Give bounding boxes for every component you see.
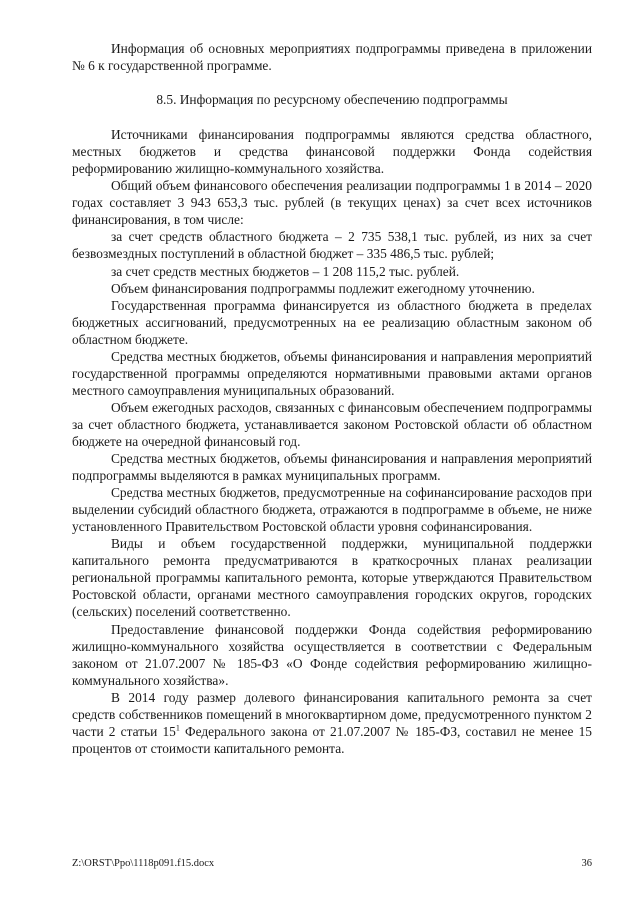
footer-file-path: Z:\ORST\Ppo\1118p091.f15.docx [72,858,215,869]
share-financing-text-end: Федерального закона от 21.07.2007 № 185-ФЗ, составил не менее 15 процентов от стоимости капитального ремонта. [72,723,592,756]
paragraph-municipal-programs: Средства местных бюджетов, объемы финансирования и направления мероприятий подпрограммы выделяются в рамках муниципальных программ. [72,451,592,484]
paragraph-local-acts: Средства местных бюджетов, объемы финансирования и направления мероприятий государственной программы определяются нормативными правовыми актами органов местного самоуправления муниципальных образований. [72,348,592,398]
share-financing-text-start: В 2014 году размер долевого финансирования капитального ремонта за счет средств собственников помещений в многоквартирном доме, предусмотренного пунктом 2 части 2 статьи 15 [72,689,592,739]
paragraph-annual-expenses: Объем ежегодных расходов, связанных с финансовым обеспечением подпрограммы за счет областного бюджета, устанавливается законом Ростовской области об областном бюджете на очередной финансовый год. [72,399,592,449]
document-body [72,40,592,757]
paragraph-state-program: Государственная программа финансируется из областного бюджета в пределах бюджетных ассигнований, предусмотренных на ее реализацию областным законом об областном бюджете. [72,297,592,347]
paragraph-share-financing [72,689,592,757]
paragraph-cofinancing: Средства местных бюджетов, предусмотренные на софинансирование расходов при выделении субсидий областного бюджета, отражаются в подпрограмме в объеме, не ниже установленного Правительством Ростовской области уровня софинансирования. [72,485,592,535]
paragraph-annual-update: Объем финансирования подпрограммы подлежит ежегодному уточнению. [111,280,535,296]
paragraph-support-types: Виды и объем государственной поддержки, муниципальной поддержки капитального ремонта предусматриваются в краткосрочных планах реализации региональной программы капитального ремонта, которые утверждаются Правительством Ростовской области, органами местного самоуправления городских округов, городских (сельских) поселений соответственно. [72,536,592,620]
section-heading: 8.5. Информация по ресурсному обеспечению подпрограммы [156,92,508,108]
paragraph-fund-support: Предоставление финансовой поддержки Фонда содействия реформированию жилищно-коммунального хозяйства осуществляется в соответствии с Федеральным законом от 21.07.2007 № 185-ФЗ «О Фонде содействия реформированию жилищно-коммунального хозяйства». [72,621,592,688]
paragraph-regional-budget: за счет средств областного бюджета – 2 735 538,1 тыс. рублей, из них за счет безвозмездных поступлений в областной бюджет – 335 486,5 тыс. рублей; [72,229,592,262]
page-number: 36 [581,858,592,869]
paragraph-sources: Источниками финансирования подпрограммы являются средства областного, местных бюджетов и средства финансовой поддержки Фонда содействия реформированию жилищно-коммунального хозяйства. [72,127,592,177]
page-footer [72,858,592,869]
paragraph-total-volume: Общий объем финансового обеспечения реализации подпрограммы 1 в 2014 – 2020 годах составляет 3 943 653,3 тыс. рублей (в текущих ценах) за счет всех источников финансирования, в том числе: [72,178,592,228]
intro-paragraph: Информация об основных мероприятиях подпрограммы приведена в приложении № 6 к государственной программе. [72,41,592,74]
article-superscript: 1 [175,723,180,733]
paragraph-local-budgets: за счет средств местных бюджетов – 1 208 115,2 тыс. рублей. [111,263,460,279]
